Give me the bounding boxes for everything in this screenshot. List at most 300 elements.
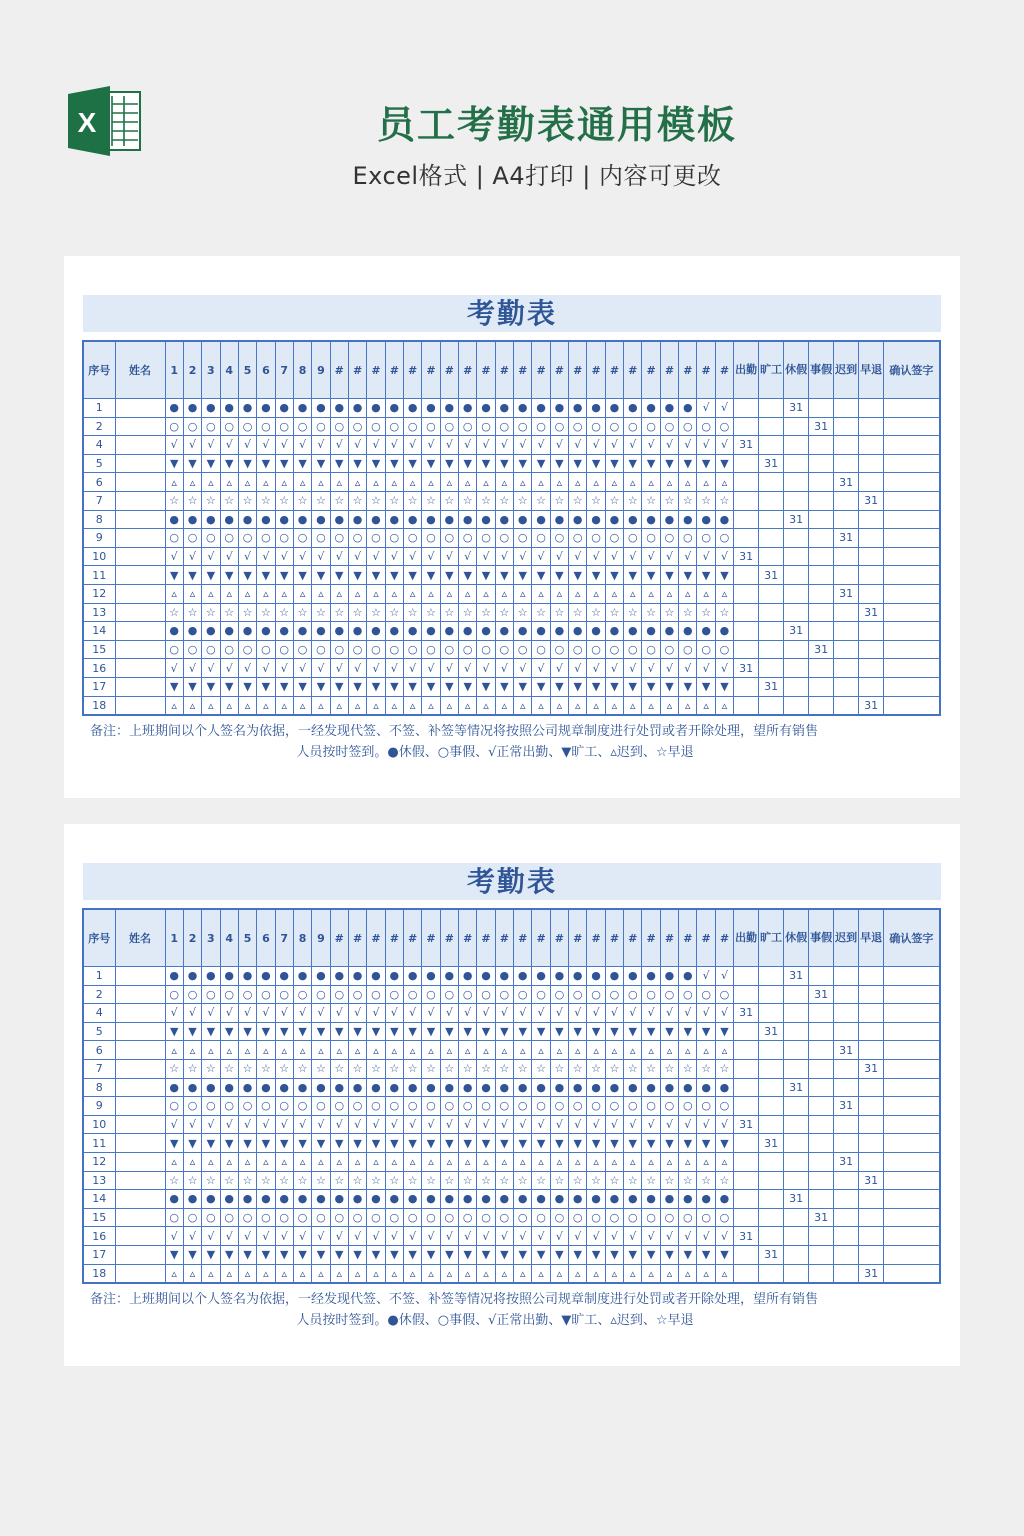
day-mark-cell[interactable]: ○ (440, 985, 458, 1004)
day-mark-cell[interactable]: ☆ (569, 603, 587, 622)
confirm-signature-cell[interactable] (884, 1134, 940, 1153)
day-mark-cell[interactable]: ▼ (495, 1245, 513, 1264)
day-mark-cell[interactable]: ▵ (459, 584, 477, 603)
day-mark-cell[interactable]: ● (202, 622, 220, 641)
day-mark-cell[interactable]: √ (257, 547, 275, 566)
day-mark-cell[interactable]: ○ (660, 985, 678, 1004)
day-mark-cell[interactable]: ● (679, 399, 697, 418)
day-mark-cell[interactable]: √ (440, 547, 458, 566)
day-mark-cell[interactable]: ▵ (293, 584, 311, 603)
day-mark-cell[interactable]: √ (715, 436, 733, 455)
day-mark-cell[interactable]: ● (550, 622, 568, 641)
late-total-cell[interactable] (834, 399, 859, 418)
day-mark-cell[interactable]: ○ (312, 640, 330, 659)
day-mark-cell[interactable]: ▵ (330, 1264, 348, 1283)
day-mark-cell[interactable]: √ (293, 659, 311, 678)
day-mark-cell[interactable]: ○ (697, 1208, 715, 1227)
day-mark-cell[interactable]: ▵ (257, 1264, 275, 1283)
day-mark-cell[interactable]: ▵ (312, 584, 330, 603)
day-mark-cell[interactable]: ☆ (422, 491, 440, 510)
seq-cell[interactable]: 13 (83, 1171, 115, 1190)
day-mark-cell[interactable]: ● (550, 510, 568, 529)
day-mark-cell[interactable]: ▼ (275, 677, 293, 696)
day-mark-cell[interactable]: ○ (348, 529, 366, 548)
early-total-cell[interactable]: 31 (859, 603, 884, 622)
absent-total-cell[interactable] (759, 491, 784, 510)
day-mark-cell[interactable]: √ (275, 1115, 293, 1134)
day-mark-cell[interactable]: ▵ (660, 584, 678, 603)
day-mark-cell[interactable]: ▼ (183, 1134, 201, 1153)
name-cell[interactable] (115, 1041, 165, 1060)
day-mark-cell[interactable]: ○ (569, 640, 587, 659)
day-mark-cell[interactable]: ○ (697, 1097, 715, 1116)
day-mark-cell[interactable]: ☆ (293, 1059, 311, 1078)
day-mark-cell[interactable]: ▼ (202, 454, 220, 473)
day-mark-cell[interactable]: ○ (459, 529, 477, 548)
day-mark-cell[interactable]: ☆ (165, 603, 183, 622)
day-mark-cell[interactable]: ▵ (642, 1041, 660, 1060)
day-mark-cell[interactable]: ○ (477, 1097, 495, 1116)
day-mark-cell[interactable]: ☆ (459, 603, 477, 622)
day-mark-cell[interactable]: ☆ (403, 603, 421, 622)
confirm-signature-cell[interactable] (884, 985, 940, 1004)
name-cell[interactable] (115, 454, 165, 473)
day-mark-cell[interactable]: ▼ (257, 1245, 275, 1264)
day-mark-cell[interactable]: √ (532, 1227, 550, 1246)
rest-total-cell[interactable] (784, 659, 809, 678)
day-mark-cell[interactable]: ☆ (275, 603, 293, 622)
day-mark-cell[interactable]: √ (605, 1115, 623, 1134)
day-mark-cell[interactable]: ▼ (348, 566, 366, 585)
day-mark-cell[interactable]: ○ (348, 417, 366, 436)
late-total-cell[interactable] (834, 1115, 859, 1134)
day-mark-cell[interactable]: ▼ (293, 1022, 311, 1041)
day-mark-cell[interactable]: ○ (715, 417, 733, 436)
day-mark-cell[interactable]: ● (477, 399, 495, 418)
day-mark-cell[interactable]: ○ (422, 985, 440, 1004)
day-mark-cell[interactable]: ○ (312, 1097, 330, 1116)
day-mark-cell[interactable]: ● (312, 1190, 330, 1209)
confirm-signature-cell[interactable] (884, 417, 940, 436)
day-mark-cell[interactable]: ▼ (422, 566, 440, 585)
day-mark-cell[interactable]: ▼ (587, 1134, 605, 1153)
day-mark-cell[interactable]: ○ (569, 417, 587, 436)
day-mark-cell[interactable]: ▵ (697, 1041, 715, 1060)
day-mark-cell[interactable]: ▼ (642, 1245, 660, 1264)
late-total-cell[interactable] (834, 510, 859, 529)
day-mark-cell[interactable]: ○ (238, 1097, 256, 1116)
day-mark-cell[interactable]: ● (220, 1190, 238, 1209)
leave-total-cell[interactable]: 31 (809, 417, 834, 436)
seq-cell[interactable]: 17 (83, 677, 115, 696)
early-total-cell[interactable] (859, 1041, 884, 1060)
day-mark-cell[interactable]: √ (514, 1004, 532, 1023)
day-mark-cell[interactable]: ● (642, 622, 660, 641)
day-mark-cell[interactable]: ▵ (202, 696, 220, 715)
day-mark-cell[interactable]: ○ (514, 1208, 532, 1227)
early-total-cell[interactable] (859, 1115, 884, 1134)
rest-total-cell[interactable] (784, 1152, 809, 1171)
day-mark-cell[interactable]: ● (367, 1078, 385, 1097)
day-mark-cell[interactable]: ☆ (367, 491, 385, 510)
day-mark-cell[interactable]: √ (183, 436, 201, 455)
day-mark-cell[interactable]: √ (715, 1227, 733, 1246)
seq-cell[interactable]: 7 (83, 1059, 115, 1078)
rest-total-cell[interactable] (784, 1004, 809, 1023)
day-mark-cell[interactable]: ▼ (367, 1245, 385, 1264)
day-mark-cell[interactable]: ☆ (679, 1171, 697, 1190)
day-mark-cell[interactable]: ▼ (532, 1245, 550, 1264)
day-mark-cell[interactable]: ▵ (238, 696, 256, 715)
early-total-cell[interactable]: 31 (859, 491, 884, 510)
name-cell[interactable] (115, 417, 165, 436)
day-mark-cell[interactable]: √ (550, 1115, 568, 1134)
day-mark-cell[interactable]: √ (202, 1227, 220, 1246)
late-total-cell[interactable] (834, 454, 859, 473)
day-mark-cell[interactable]: ○ (624, 985, 642, 1004)
day-mark-cell[interactable]: ☆ (165, 1171, 183, 1190)
day-mark-cell[interactable]: √ (514, 1115, 532, 1134)
absent-total-cell[interactable]: 31 (759, 1022, 784, 1041)
day-mark-cell[interactable]: ▼ (569, 1134, 587, 1153)
day-mark-cell[interactable]: ▵ (642, 584, 660, 603)
day-mark-cell[interactable]: ○ (605, 640, 623, 659)
day-mark-cell[interactable]: ☆ (495, 603, 513, 622)
day-mark-cell[interactable]: √ (312, 547, 330, 566)
rest-total-cell[interactable] (784, 696, 809, 715)
day-mark-cell[interactable]: ▼ (569, 454, 587, 473)
late-total-cell[interactable] (834, 696, 859, 715)
day-mark-cell[interactable]: ▼ (605, 1245, 623, 1264)
day-mark-cell[interactable]: ▵ (679, 473, 697, 492)
day-mark-cell[interactable]: ● (624, 967, 642, 986)
confirm-signature-cell[interactable] (884, 1190, 940, 1209)
day-mark-cell[interactable]: ▵ (642, 696, 660, 715)
rest-total-cell[interactable] (784, 529, 809, 548)
confirm-signature-cell[interactable] (884, 1041, 940, 1060)
name-cell[interactable] (115, 985, 165, 1004)
day-mark-cell[interactable]: √ (605, 436, 623, 455)
leave-total-cell[interactable] (809, 399, 834, 418)
day-mark-cell[interactable]: ▵ (367, 696, 385, 715)
day-mark-cell[interactable]: ▵ (293, 473, 311, 492)
day-mark-cell[interactable]: ○ (587, 417, 605, 436)
day-mark-cell[interactable]: ▵ (679, 1264, 697, 1283)
leave-total-cell[interactable] (809, 1022, 834, 1041)
rest-total-cell[interactable] (784, 603, 809, 622)
day-mark-cell[interactable]: ▵ (477, 1041, 495, 1060)
day-mark-cell[interactable]: ○ (440, 1208, 458, 1227)
day-mark-cell[interactable]: ○ (514, 985, 532, 1004)
day-mark-cell[interactable]: ▵ (660, 1152, 678, 1171)
day-mark-cell[interactable]: ▼ (422, 1022, 440, 1041)
day-mark-cell[interactable]: ● (459, 1078, 477, 1097)
day-mark-cell[interactable]: ▵ (403, 473, 421, 492)
day-mark-cell[interactable]: ○ (459, 1097, 477, 1116)
day-mark-cell[interactable]: ▼ (257, 677, 275, 696)
day-mark-cell[interactable]: √ (202, 547, 220, 566)
day-mark-cell[interactable]: ▼ (514, 1022, 532, 1041)
early-total-cell[interactable] (859, 1152, 884, 1171)
day-mark-cell[interactable]: ▼ (422, 677, 440, 696)
late-total-cell[interactable] (834, 1078, 859, 1097)
day-mark-cell[interactable]: ○ (495, 1208, 513, 1227)
day-mark-cell[interactable]: ☆ (312, 491, 330, 510)
present-total-cell[interactable] (734, 967, 759, 986)
rest-total-cell[interactable] (784, 1245, 809, 1264)
present-total-cell[interactable] (734, 603, 759, 622)
day-mark-cell[interactable]: ● (238, 510, 256, 529)
name-cell[interactable] (115, 510, 165, 529)
day-mark-cell[interactable]: ● (330, 1078, 348, 1097)
day-mark-cell[interactable]: ○ (330, 1097, 348, 1116)
day-mark-cell[interactable]: ☆ (532, 1059, 550, 1078)
day-mark-cell[interactable]: ○ (257, 417, 275, 436)
seq-cell[interactable]: 10 (83, 547, 115, 566)
day-mark-cell[interactable]: ● (312, 399, 330, 418)
name-cell[interactable] (115, 1134, 165, 1153)
rest-total-cell[interactable] (784, 1041, 809, 1060)
day-mark-cell[interactable]: ▵ (330, 473, 348, 492)
day-mark-cell[interactable]: ● (348, 399, 366, 418)
day-mark-cell[interactable]: ▼ (697, 1134, 715, 1153)
day-mark-cell[interactable]: ▵ (605, 584, 623, 603)
seq-cell[interactable]: 4 (83, 436, 115, 455)
day-mark-cell[interactable]: ▼ (459, 1134, 477, 1153)
day-mark-cell[interactable]: ● (183, 1190, 201, 1209)
day-mark-cell[interactable]: ☆ (422, 603, 440, 622)
day-mark-cell[interactable]: ☆ (624, 491, 642, 510)
day-mark-cell[interactable]: √ (220, 1115, 238, 1134)
early-total-cell[interactable] (859, 1134, 884, 1153)
day-mark-cell[interactable]: ▼ (440, 677, 458, 696)
day-mark-cell[interactable]: ▼ (679, 454, 697, 473)
day-mark-cell[interactable]: ▵ (587, 584, 605, 603)
absent-total-cell[interactable] (759, 1078, 784, 1097)
day-mark-cell[interactable]: ○ (459, 640, 477, 659)
day-mark-cell[interactable]: √ (679, 1115, 697, 1134)
day-mark-cell[interactable]: ● (569, 622, 587, 641)
day-mark-cell[interactable]: ▵ (312, 1152, 330, 1171)
day-mark-cell[interactable]: ● (330, 1190, 348, 1209)
day-mark-cell[interactable]: ☆ (257, 1059, 275, 1078)
early-total-cell[interactable] (859, 566, 884, 585)
day-mark-cell[interactable]: ● (477, 510, 495, 529)
day-mark-cell[interactable]: ▼ (679, 1245, 697, 1264)
day-mark-cell[interactable]: ▵ (642, 473, 660, 492)
day-mark-cell[interactable]: ▼ (202, 566, 220, 585)
day-mark-cell[interactable]: ○ (660, 640, 678, 659)
day-mark-cell[interactable]: ○ (330, 529, 348, 548)
day-mark-cell[interactable]: ▼ (348, 1022, 366, 1041)
day-mark-cell[interactable]: ▵ (348, 696, 366, 715)
early-total-cell[interactable]: 31 (859, 696, 884, 715)
day-mark-cell[interactable]: ☆ (220, 1171, 238, 1190)
day-mark-cell[interactable]: ○ (183, 417, 201, 436)
day-mark-cell[interactable]: √ (385, 547, 403, 566)
day-mark-cell[interactable]: ☆ (587, 603, 605, 622)
day-mark-cell[interactable]: √ (367, 547, 385, 566)
day-mark-cell[interactable]: ▼ (220, 566, 238, 585)
day-mark-cell[interactable]: √ (293, 436, 311, 455)
day-mark-cell[interactable]: √ (385, 436, 403, 455)
day-mark-cell[interactable]: ● (403, 1190, 421, 1209)
rest-total-cell[interactable] (784, 1022, 809, 1041)
day-mark-cell[interactable]: √ (312, 1115, 330, 1134)
day-mark-cell[interactable]: ● (183, 622, 201, 641)
day-mark-cell[interactable]: ☆ (385, 491, 403, 510)
day-mark-cell[interactable]: ▼ (679, 566, 697, 585)
day-mark-cell[interactable]: √ (330, 659, 348, 678)
day-mark-cell[interactable]: √ (459, 1115, 477, 1134)
day-mark-cell[interactable]: √ (165, 1115, 183, 1134)
late-total-cell[interactable] (834, 566, 859, 585)
name-cell[interactable] (115, 967, 165, 986)
day-mark-cell[interactable]: √ (422, 547, 440, 566)
day-mark-cell[interactable]: ● (459, 510, 477, 529)
day-mark-cell[interactable]: ○ (293, 640, 311, 659)
day-mark-cell[interactable]: ● (238, 1190, 256, 1209)
name-cell[interactable] (115, 491, 165, 510)
day-mark-cell[interactable]: ○ (330, 640, 348, 659)
day-mark-cell[interactable]: ▵ (715, 1041, 733, 1060)
day-mark-cell[interactable]: ○ (312, 417, 330, 436)
day-mark-cell[interactable]: ○ (220, 985, 238, 1004)
day-mark-cell[interactable]: ▵ (459, 473, 477, 492)
day-mark-cell[interactable]: ● (367, 399, 385, 418)
day-mark-cell[interactable]: ● (385, 1078, 403, 1097)
day-mark-cell[interactable]: ○ (275, 1097, 293, 1116)
name-cell[interactable] (115, 1059, 165, 1078)
confirm-signature-cell[interactable] (884, 1171, 940, 1190)
name-cell[interactable] (115, 1152, 165, 1171)
day-mark-cell[interactable]: √ (275, 659, 293, 678)
day-mark-cell[interactable]: ▵ (367, 1041, 385, 1060)
day-mark-cell[interactable]: ▼ (532, 566, 550, 585)
day-mark-cell[interactable]: √ (715, 399, 733, 418)
day-mark-cell[interactable]: ▵ (257, 1152, 275, 1171)
confirm-signature-cell[interactable] (884, 1059, 940, 1078)
rest-total-cell[interactable] (784, 1059, 809, 1078)
name-cell[interactable] (115, 622, 165, 641)
day-mark-cell[interactable]: ○ (495, 417, 513, 436)
absent-total-cell[interactable] (759, 1115, 784, 1134)
day-mark-cell[interactable]: ☆ (514, 491, 532, 510)
day-mark-cell[interactable]: ▵ (220, 1152, 238, 1171)
day-mark-cell[interactable]: ● (624, 1078, 642, 1097)
day-mark-cell[interactable]: ○ (605, 1097, 623, 1116)
early-total-cell[interactable] (859, 473, 884, 492)
day-mark-cell[interactable]: ○ (403, 640, 421, 659)
day-mark-cell[interactable]: ● (679, 1190, 697, 1209)
absent-total-cell[interactable] (759, 584, 784, 603)
day-mark-cell[interactable]: ▵ (605, 1264, 623, 1283)
day-mark-cell[interactable]: ▵ (569, 584, 587, 603)
day-mark-cell[interactable]: ○ (569, 1208, 587, 1227)
rest-total-cell[interactable]: 31 (784, 1190, 809, 1209)
leave-total-cell[interactable] (809, 1097, 834, 1116)
day-mark-cell[interactable]: ▵ (348, 1041, 366, 1060)
day-mark-cell[interactable]: ▼ (697, 566, 715, 585)
day-mark-cell[interactable]: ● (403, 1078, 421, 1097)
present-total-cell[interactable] (734, 1152, 759, 1171)
leave-total-cell[interactable] (809, 1004, 834, 1023)
leave-total-cell[interactable] (809, 696, 834, 715)
present-total-cell[interactable] (734, 584, 759, 603)
day-mark-cell[interactable]: ○ (514, 1097, 532, 1116)
day-mark-cell[interactable]: ☆ (220, 491, 238, 510)
day-mark-cell[interactable]: √ (367, 1227, 385, 1246)
day-mark-cell[interactable]: ▼ (514, 566, 532, 585)
present-total-cell[interactable] (734, 1041, 759, 1060)
name-cell[interactable] (115, 696, 165, 715)
day-mark-cell[interactable]: ▵ (183, 1041, 201, 1060)
absent-total-cell[interactable] (759, 473, 784, 492)
confirm-signature-cell[interactable] (884, 1078, 940, 1097)
day-mark-cell[interactable]: ▼ (238, 677, 256, 696)
day-mark-cell[interactable]: √ (569, 1004, 587, 1023)
name-cell[interactable] (115, 473, 165, 492)
day-mark-cell[interactable]: ▼ (624, 454, 642, 473)
leave-total-cell[interactable] (809, 1264, 834, 1283)
day-mark-cell[interactable]: ● (550, 399, 568, 418)
day-mark-cell[interactable]: ☆ (477, 491, 495, 510)
day-mark-cell[interactable]: √ (293, 1227, 311, 1246)
day-mark-cell[interactable]: ○ (532, 417, 550, 436)
day-mark-cell[interactable]: √ (477, 436, 495, 455)
day-mark-cell[interactable]: ▼ (477, 1022, 495, 1041)
day-mark-cell[interactable]: ▼ (550, 454, 568, 473)
day-mark-cell[interactable]: ☆ (312, 603, 330, 622)
day-mark-cell[interactable]: ▼ (514, 1134, 532, 1153)
day-mark-cell[interactable]: ○ (679, 985, 697, 1004)
absent-total-cell[interactable] (759, 1097, 784, 1116)
day-mark-cell[interactable]: ○ (532, 1208, 550, 1227)
day-mark-cell[interactable]: ▼ (532, 1022, 550, 1041)
day-mark-cell[interactable]: √ (330, 547, 348, 566)
day-mark-cell[interactable]: ○ (624, 640, 642, 659)
day-mark-cell[interactable]: ● (330, 510, 348, 529)
seq-cell[interactable]: 1 (83, 399, 115, 418)
day-mark-cell[interactable]: ☆ (660, 491, 678, 510)
day-mark-cell[interactable]: ○ (183, 529, 201, 548)
day-mark-cell[interactable]: ☆ (202, 603, 220, 622)
day-mark-cell[interactable]: ▼ (477, 1134, 495, 1153)
present-total-cell[interactable] (734, 1078, 759, 1097)
day-mark-cell[interactable]: ☆ (293, 491, 311, 510)
day-mark-cell[interactable]: ▵ (202, 1041, 220, 1060)
day-mark-cell[interactable]: ▵ (569, 473, 587, 492)
day-mark-cell[interactable]: ▵ (715, 584, 733, 603)
early-total-cell[interactable] (859, 985, 884, 1004)
day-mark-cell[interactable]: ▼ (165, 677, 183, 696)
day-mark-cell[interactable]: ● (605, 622, 623, 641)
day-mark-cell[interactable]: √ (403, 659, 421, 678)
day-mark-cell[interactable]: ▵ (440, 1041, 458, 1060)
leave-total-cell[interactable] (809, 622, 834, 641)
day-mark-cell[interactable]: ○ (642, 417, 660, 436)
day-mark-cell[interactable]: ▵ (697, 584, 715, 603)
day-mark-cell[interactable]: ▵ (459, 1264, 477, 1283)
day-mark-cell[interactable]: ● (532, 399, 550, 418)
day-mark-cell[interactable]: ▼ (587, 454, 605, 473)
day-mark-cell[interactable]: ▵ (660, 1264, 678, 1283)
seq-cell[interactable]: 11 (83, 566, 115, 585)
day-mark-cell[interactable]: √ (587, 1004, 605, 1023)
day-mark-cell[interactable]: ☆ (348, 1059, 366, 1078)
day-mark-cell[interactable]: ▼ (495, 1022, 513, 1041)
day-mark-cell[interactable]: ▵ (459, 1152, 477, 1171)
